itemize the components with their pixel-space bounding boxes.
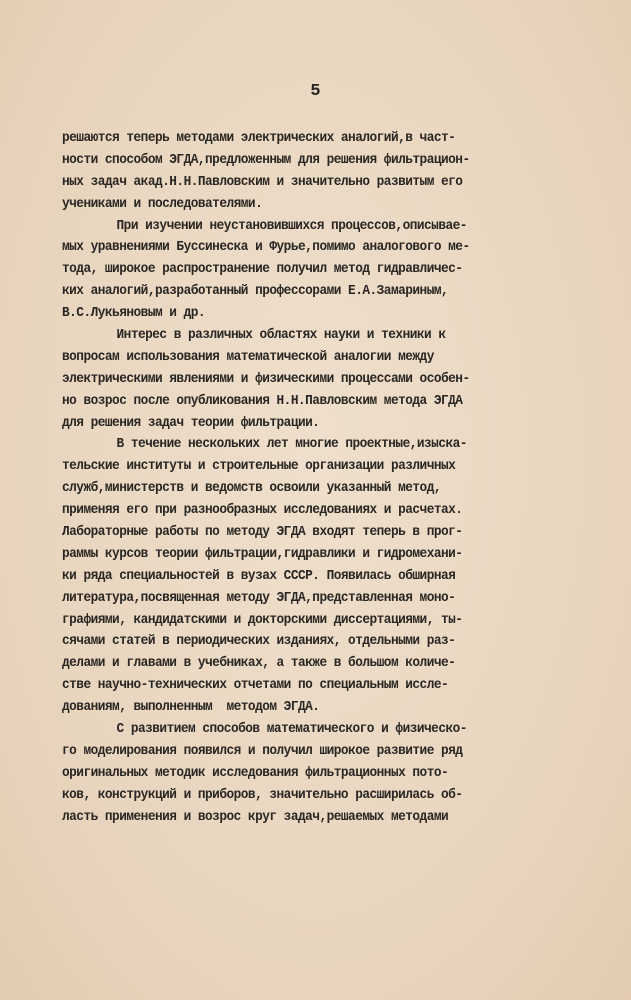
text-line: делами и главами в учебниках, а также в большом количе- <box>62 656 456 672</box>
text-line: но возрос после опубликования Н.Н.Павловским метода ЭГДА <box>62 393 463 409</box>
text-line: литература,посвященная методу ЭГДА,представленная моно- <box>62 590 456 606</box>
text-line: В течение нескольких лет многие проектные,изыска- <box>116 437 467 453</box>
text-line: Интерес в различных областях науки и техники к <box>116 328 446 344</box>
text-line: При изучении неустановившихся процессов,описывае- <box>116 218 467 234</box>
text-line: стве научно-технических отчетами по специальным иссле- <box>62 678 449 694</box>
page-number: 5 <box>310 82 321 101</box>
text-line: В.С.Лукьяновым и др. <box>62 306 206 322</box>
text-line: электрическими явлениями и физическими процессами особен- <box>62 371 470 387</box>
text-line: ласть применения и возрос круг задач,решаемых методами <box>62 809 449 825</box>
body-text <box>62 128 540 829</box>
text-line: ки ряда специальностей в вузах СССР. Появилась обширная <box>62 568 456 584</box>
text-line: ных задач акад.Н.Н.Павловским и значительно развитым его <box>62 174 463 190</box>
text-line: для решения задач теории фильтрации. <box>62 415 320 431</box>
text-line: графиями, кандидатскими и докторскими диссертациями, ты- <box>62 612 463 628</box>
text-line: го моделирования появился и получил широкое развитие ряд <box>62 743 463 759</box>
text-line: ков, конструкций и приборов, значительно расширилась об- <box>62 787 463 803</box>
text-line: служб,министерств и ведомств освоили указанный метод, <box>62 481 442 497</box>
text-line: тода, широкое распространение получил метод гидравличес- <box>62 262 463 278</box>
text-line: ких аналогий,разработанный профессорами Е.А.Замариным, <box>62 284 449 300</box>
text-line: раммы курсов теории фильтрации,гидравлики и гидромехани- <box>62 546 463 562</box>
text-line: учениками и последователями. <box>62 196 263 212</box>
text-line: дованиям, выполненным методом ЭГДА. <box>62 700 320 716</box>
text-line: мых уравнениями Буссинеска и Фурье,помимо аналогового ме- <box>62 240 470 256</box>
text-line: вопросам использования математической аналогии между <box>62 349 434 365</box>
text-line: тельские институты и строительные организации различных <box>62 459 456 475</box>
text-line: решаются теперь методами электрических аналогий,в част- <box>62 131 456 146</box>
text-line: Лабораторные работы по методу ЭГДА входят теперь в прог- <box>62 525 463 541</box>
text-line: ности способом ЭГДА,предложенным для решения фильтрацион- <box>62 152 470 168</box>
text-line: применяя его при разнообразных исследованиях и расчетах. <box>62 503 463 519</box>
text-line: С развитием способов математического и физическо- <box>116 722 467 738</box>
text-line: сячами статей в периодических изданиях, отдельными раз- <box>62 634 456 650</box>
text-line: оригинальных методик исследования фильтрационных пото- <box>62 765 449 781</box>
